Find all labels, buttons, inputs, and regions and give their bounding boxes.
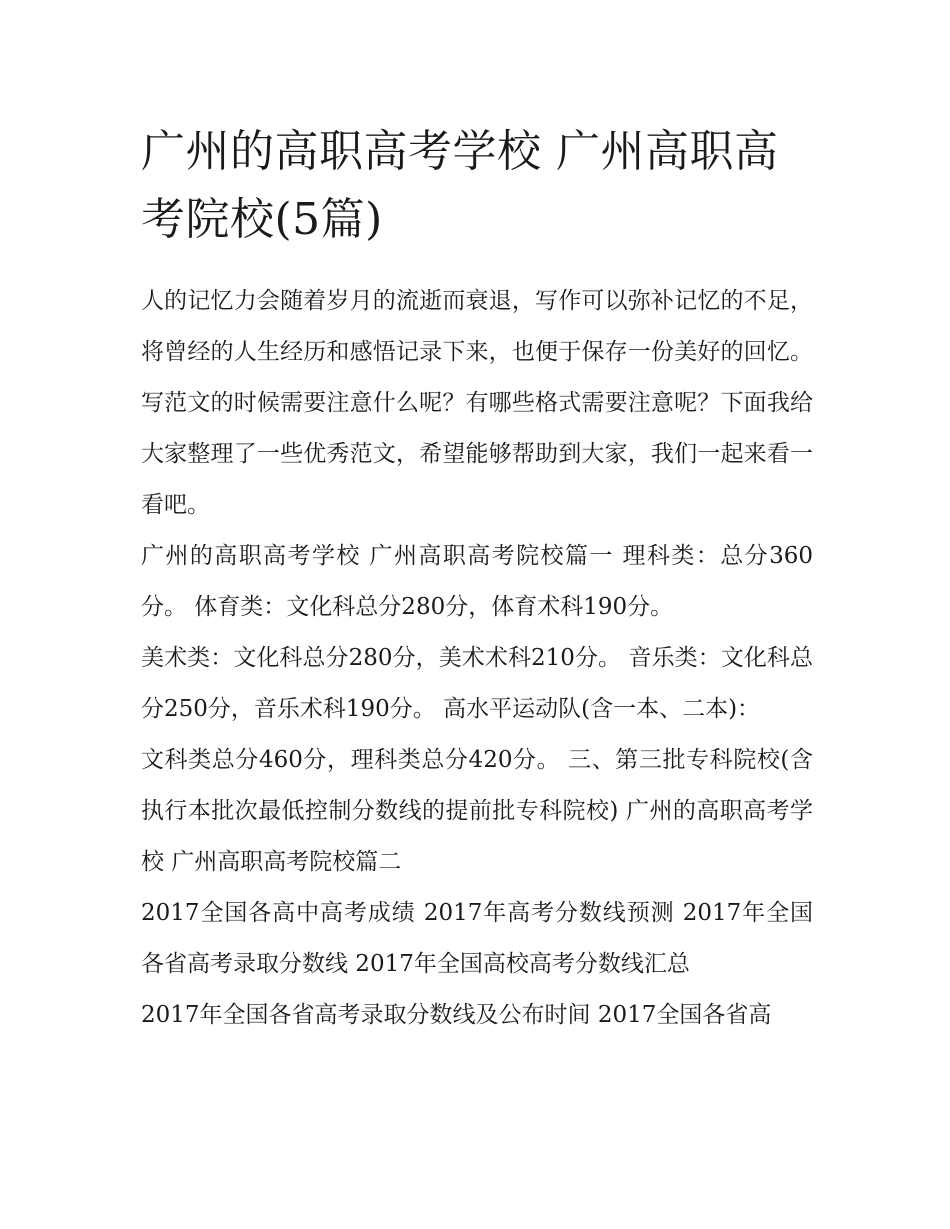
paragraph-3: 文科类总分460分，理科类总分420分。 三、第三批专科院校(含执行本批次最低控制分数线的提前批专科院校) 广州的高职高考学校 广州高职高考院校篇二 [141, 747, 813, 875]
paragraph-4: 2017全国各高中高考成绩 2017年高考分数线预测 2017年全国各省高考录取分数线 2017年全国高校高考分数线汇总 [141, 900, 813, 977]
paragraph-2: 美术类：文化科总分280分，美术术科210分。 音乐类：文化科总分250分，音乐术科190分。 高水平运动队(含一本、二本)： [141, 645, 813, 722]
paragraph-1: 广州的高职高考学校 广州高职高考院校篇一 理科类：总分360分。 体育类：文化科总分280分，体育术科190分。 [141, 543, 813, 620]
document-title: 广州的高职高考学校 广州高职高考院校(5篇) [141, 126, 779, 245]
document-body [141, 276, 813, 1041]
paragraph-5: 2017年全国各省高考录取分数线及公布时间 2017全国各省高 [141, 1002, 772, 1028]
paragraph-intro: 人的记忆力会随着岁月的流逝而衰退，写作可以弥补记忆的不足，将曾经的人生经历和感悟记录下来，也便于保存一份美好的回忆。写范文的时候需要注意什么呢？有哪些格式需要注意呢？下面我给大家整理了一些优秀范文，希望能够帮助到大家，我们一起来看一看吧。 [141, 288, 813, 518]
